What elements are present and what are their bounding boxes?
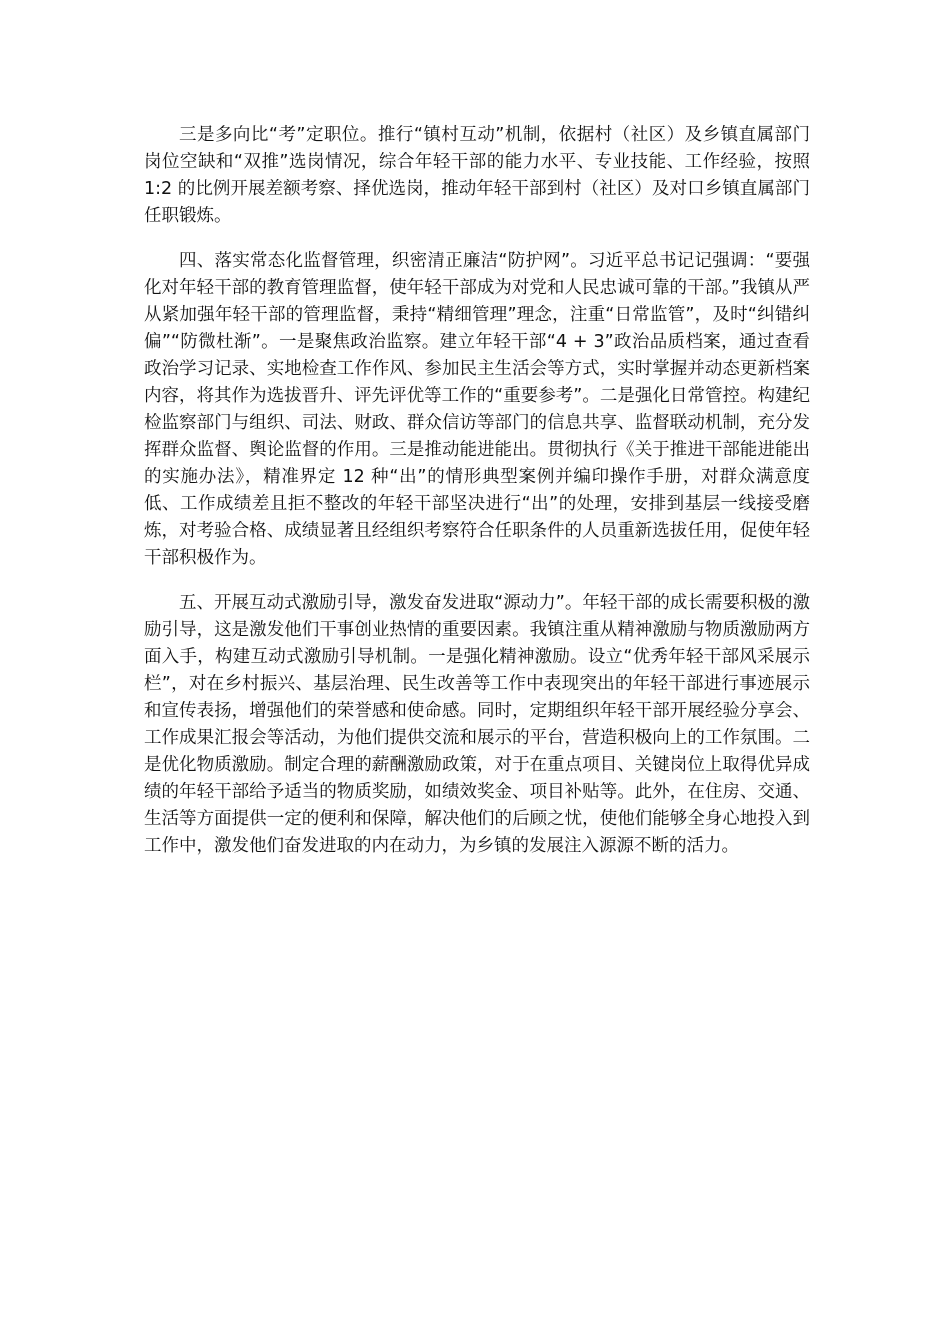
paragraph-supervision-management: 四、落实常态化监督管理，织密清正廉洁“防护网”。习近平总书记记强调：“要强化对年轻干部的教育管理监督，使年轻干部成为对党和人民忠诚可靠的干部。”我镇从严从紧加强年轻干部的管理监督，秉持“精细管理”理念，注重“日常监管”，及时“纠错纠偏”“防微杜渐”。一是聚焦政治监察。建立年轻干部“4 + 3”政治品质档案，通过查看政治学习记录、实地检查工作作风、参加民主生活会等方式，实时掌握并动态更新档案内容，将其作为选拔晋升、评先评优等工作的“重要参考”。二是强化日常管控。构建纪检监察部门与组织、司法、财政、群众信访等部门的信息共享、监督联动机制，充分发挥群众监督、舆论监督的作用。三是推动能进能出。贯彻执行《关于推进干部能进能出的实施办法》，精准界定 12 种“出”的情形典型案例并编印操作手册，对群众满意度低、工作成绩差且拒不整改的年轻干部坚决进行“出”的处理，安排到基层一线接受磨炼，对考验合格、成绩显著且经组织考察符合任职条件的人员重新选拔任用，促使年轻干部积极作为。 — [144, 251, 810, 568]
paragraph-incentive-guidance: 五、开展互动式激励引导，激发奋发进取“源动力”。年轻干部的成长需要积极的激励引导，这是激发他们干事创业热情的重要因素。我镇注重从精神激励与物质激励两方面入手，构建互动式激励引导机制。一是强化精神激励。设立“优秀年轻干部风采展示栏”，对在乡村振兴、基层治理、民生改善等工作中表现突出的年轻干部进行事迹展示和宣传表扬，增强他们的荣誉感和使命感。同时，定期组织年轻干部开展经验分享会、工作成果汇报会等活动，为他们提供交流和展示的平台，营造积极向上的工作氛围。二是优化物质激励。制定合理的薪酬激励政策，对于在重点项目、关键岗位上取得优异成绩的年轻干部给予适当的物质奖励，如绩效奖金、项目补贴等。此外，在住房、交通、生活等方面提供一定的便利和保障，解决他们的后顾之忧，使他们能够全身心地投入到工作中，激发他们奋发进取的内在动力，为乡镇的发展注入源源不断的活力。 — [144, 593, 810, 856]
paragraph-multi-direction-assessment: 三是多向比“考”定职位。推行“镇村互动”机制，依据村（社区）及乡镇直属部门岗位空缺和“双推”选岗情况，综合年轻干部的能力水平、专业技能、工作经验，按照 1:2 的比例开展差额考察、择优选岗，推动年轻干部到村（社区）及对口乡镇直属部门任职锻炼。 — [144, 125, 810, 226]
document-body — [144, 122, 810, 878]
